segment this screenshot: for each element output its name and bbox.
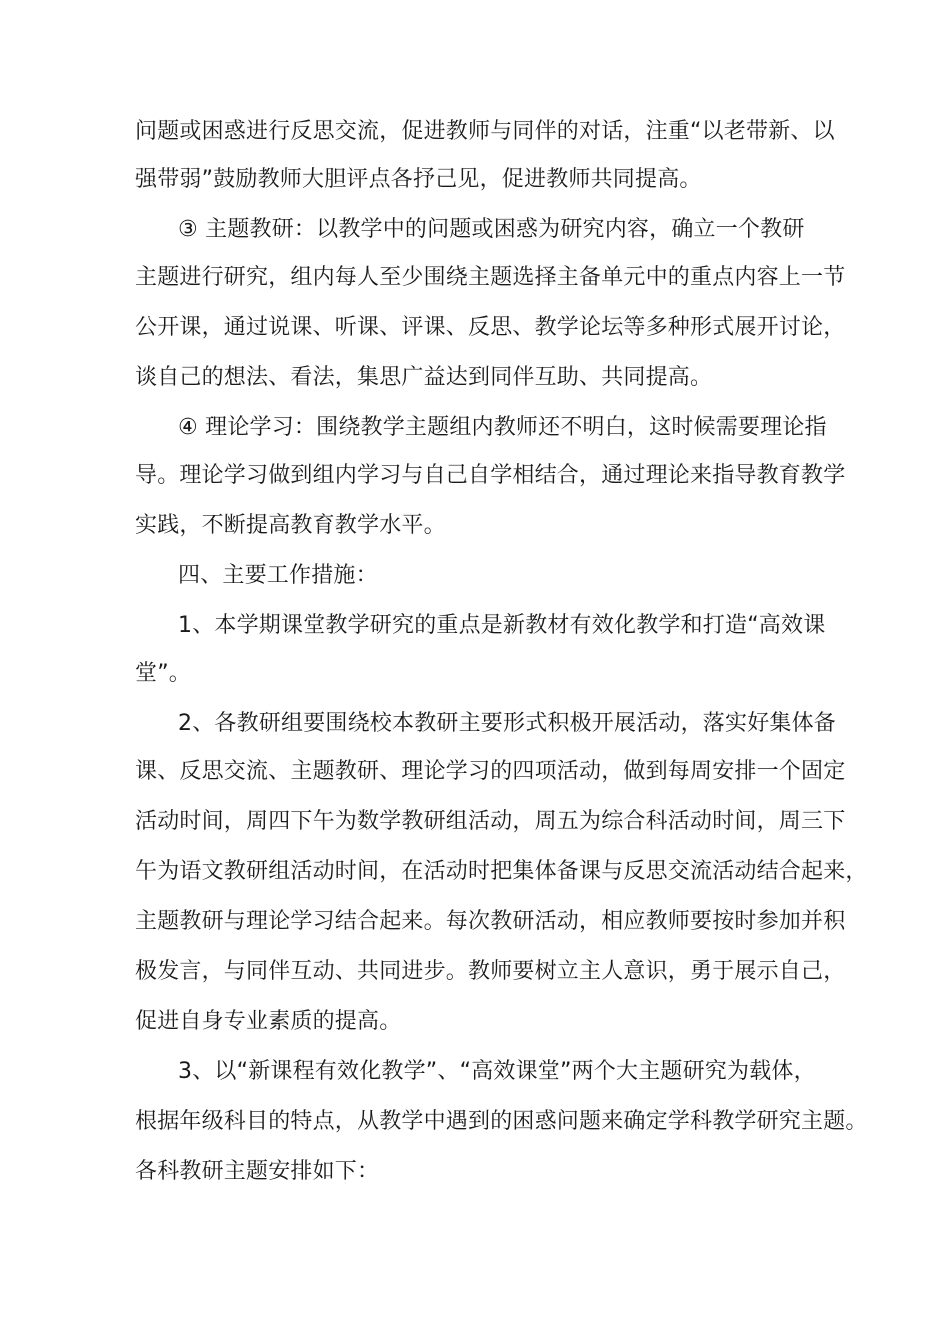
text-line: 午为语文教研组活动时间，在活动时把集体备课与反思交流活动结合起来， <box>135 859 868 884</box>
text-line: 问题或困惑进行反思交流，促进教师与同伴的对话，注重“以老带新、以 <box>135 119 835 144</box>
list-item-heading: ④ 理论学习：围绕教学主题组内教师还不明白，这时候需要理论指 <box>178 415 827 440</box>
text-line: 主题进行研究，组内每人至少围绕主题选择主备单元中的重点内容上一节 <box>135 265 846 290</box>
text-line: 极发言，与同伴互动、共同进步。教师要树立主人意识，勇于展示自己， <box>135 959 846 984</box>
text-line: 各科教研主题安排如下： <box>135 1159 380 1184</box>
list-item-heading: 3、以“新课程有效化教学”、“高效课堂”两个大主题研究为载体， <box>178 1059 816 1084</box>
section-heading: 四、主要工作措施： <box>178 563 378 588</box>
text-line: 谈自己的想法、看法，集思广益达到同伴互助、共同提高。 <box>135 365 713 390</box>
text-line: 公开课，通过说课、听课、评课、反思、教学论坛等多种形式展开讨论， <box>135 315 846 340</box>
text-line: 根据年级科目的特点，从教学中遇到的困惑问题来确定学科教学研究主题。 <box>135 1109 868 1134</box>
list-item-heading: 1、本学期课堂教学研究的重点是新教材有效化教学和打造“高效课 <box>178 613 826 638</box>
text-line: 课、反思交流、主题教研、理论学习的四项活动，做到每周安排一个固定 <box>135 759 846 784</box>
text-line: 导。理论学习做到组内学习与自己自学相结合，通过理论来指导教育教学 <box>135 463 846 488</box>
list-item-heading: 2、各教研组要围绕校本教研主要形式积极开展活动，落实好集体备 <box>178 711 836 736</box>
text-line: 活动时间，周四下午为数学教研组活动，周五为综合科活动时间，周三下 <box>135 809 846 834</box>
text-line: 堂”。 <box>135 661 191 686</box>
text-line: 促进自身专业素质的提高。 <box>135 1009 402 1034</box>
text-line: 强带弱”鼓励教师大胆评点各抒己见，促进教师共同提高。 <box>135 167 702 192</box>
text-line: 主题教研与理论学习结合起来。每次教研活动，相应教师要按时参加并积 <box>135 909 846 934</box>
text-line: 实践，不断提高教育教学水平。 <box>135 513 446 538</box>
list-item-heading: ③ 主题教研：以教学中的问题或困惑为研究内容，确立一个教研 <box>178 217 805 242</box>
